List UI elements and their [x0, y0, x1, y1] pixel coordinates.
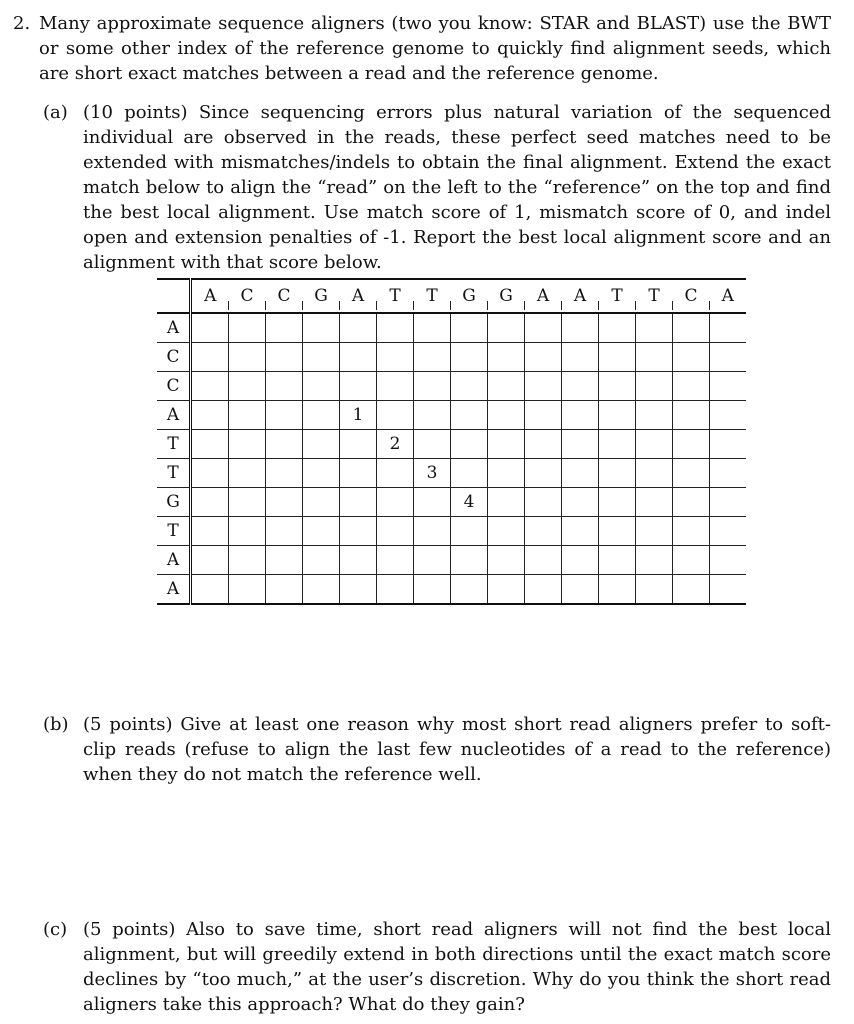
read-base: C [157, 372, 191, 401]
matrix-cell [266, 459, 303, 488]
reference-base: T [377, 279, 414, 313]
reference-base: A [340, 279, 377, 313]
matrix-cell: 3 [414, 459, 451, 488]
matrix-cell [340, 430, 377, 459]
matrix-cell [266, 546, 303, 575]
matrix-cell [673, 517, 710, 546]
matrix-cell [340, 459, 377, 488]
matrix-cell [488, 343, 525, 372]
matrix-cell [191, 459, 229, 488]
matrix-cell [377, 343, 414, 372]
read-base: C [157, 343, 191, 372]
matrix-row [157, 343, 746, 372]
matrix-cell [229, 430, 266, 459]
matrix-cell [710, 430, 747, 459]
matrix-cell [636, 517, 673, 546]
matrix-cell [303, 313, 340, 343]
matrix-row [157, 488, 746, 517]
matrix-cell [451, 372, 488, 401]
matrix-row [157, 459, 746, 488]
reference-base: T [636, 279, 673, 313]
matrix-cell [636, 372, 673, 401]
matrix-cell [377, 546, 414, 575]
matrix-cell [229, 343, 266, 372]
matrix-row [157, 430, 746, 459]
matrix-cell [191, 401, 229, 430]
question-2 [13, 11, 831, 86]
matrix-cell [229, 313, 266, 343]
matrix-cell [488, 546, 525, 575]
matrix-cell [414, 372, 451, 401]
part-c-text: (5 points) Also to save time, short read aligners will not find the best local alignment, but will greedily extend in both directions until the exact match score declines by “too much,” at the user’s discretion. Why do you think the short read aligners take this approach? What do they gain? [83, 919, 831, 1015]
matrix-cell [229, 546, 266, 575]
matrix-cell [562, 546, 599, 575]
matrix-cell [414, 517, 451, 546]
part-a-label: (a) [43, 102, 68, 123]
matrix-cell [562, 488, 599, 517]
matrix-cell: 1 [340, 401, 377, 430]
matrix-cell [191, 430, 229, 459]
matrix-cell [710, 488, 747, 517]
matrix-cell [710, 372, 747, 401]
matrix-cell [266, 488, 303, 517]
matrix-cell [636, 488, 673, 517]
matrix-cell [414, 546, 451, 575]
matrix-cell [562, 459, 599, 488]
matrix-row [157, 372, 746, 401]
matrix-cell [488, 313, 525, 343]
matrix-cell [191, 488, 229, 517]
matrix-cell [340, 343, 377, 372]
part-a [43, 100, 831, 275]
matrix-cell [525, 401, 562, 430]
matrix-corner [157, 279, 191, 313]
matrix-cell [562, 313, 599, 343]
read-base: G [157, 488, 191, 517]
part-b-label: (b) [43, 714, 69, 735]
part-a-text: (10 points) Since sequencing errors plus natural variation of the sequenced individual are observed in the reads, these perfect seed matches need to be extended with mismatches/indels to obtain the final alignment. Extend the exact match below to align the “read” on the left to the “reference” on the top and find the best local alignment. Use match score of 1, mismatch score of 0, and indel open and extension penalties of -1. Report the best local alignment score and an alignment with that score below. [83, 102, 831, 273]
matrix-cell [414, 401, 451, 430]
reference-base: G [488, 279, 525, 313]
reference-base: T [414, 279, 451, 313]
read-base: T [157, 430, 191, 459]
matrix-row [157, 575, 746, 605]
matrix-cell [673, 546, 710, 575]
reference-base: G [451, 279, 488, 313]
matrix-cell [673, 575, 710, 605]
matrix-cell [451, 575, 488, 605]
matrix-cell [303, 343, 340, 372]
matrix-cell [636, 575, 673, 605]
matrix-cell [191, 372, 229, 401]
matrix-cell [525, 372, 562, 401]
matrix-cell [562, 401, 599, 430]
matrix-cell [451, 517, 488, 546]
matrix-cell [451, 313, 488, 343]
read-base: A [157, 575, 191, 605]
reference-base: A [191, 279, 229, 313]
matrix-cell [525, 546, 562, 575]
matrix-cell [451, 401, 488, 430]
matrix-cell [191, 517, 229, 546]
matrix-cell [340, 372, 377, 401]
matrix-cell [488, 401, 525, 430]
read-base: A [157, 546, 191, 575]
matrix-cell [340, 488, 377, 517]
matrix-cell [340, 313, 377, 343]
matrix-cell [340, 546, 377, 575]
matrix-cell [303, 430, 340, 459]
matrix-row [157, 546, 746, 575]
matrix-cell [710, 459, 747, 488]
matrix-cell [710, 401, 747, 430]
matrix-row [157, 517, 746, 546]
matrix-cell [377, 488, 414, 517]
reference-header-row [157, 279, 746, 313]
matrix-cell [599, 430, 636, 459]
matrix-cell [303, 546, 340, 575]
matrix-cell [673, 459, 710, 488]
matrix-cell [229, 459, 266, 488]
matrix-cell [636, 459, 673, 488]
matrix-cell [673, 372, 710, 401]
matrix-cell [377, 459, 414, 488]
part-c [43, 917, 831, 1017]
matrix-cell [266, 372, 303, 401]
matrix-cell [229, 401, 266, 430]
read-base: T [157, 459, 191, 488]
matrix-cell [377, 575, 414, 605]
matrix-cell [636, 430, 673, 459]
matrix-cell [266, 313, 303, 343]
matrix-cell [599, 517, 636, 546]
reference-base: A [710, 279, 747, 313]
matrix-cell [266, 430, 303, 459]
reference-base: G [303, 279, 340, 313]
matrix-cell [599, 575, 636, 605]
question-text: Many approximate sequence aligners (two you know: STAR and BLAST) use the BWT or some other index of the reference genome to quickly find alignment seeds, which are short exact matches between a read and the reference genome. [39, 13, 831, 84]
matrix-cell [599, 343, 636, 372]
matrix-cell [562, 430, 599, 459]
reference-base: C [266, 279, 303, 313]
matrix-cell [599, 401, 636, 430]
reference-base: A [525, 279, 562, 313]
reference-base: C [673, 279, 710, 313]
matrix-cell [636, 343, 673, 372]
matrix-cell [562, 575, 599, 605]
matrix-cell [340, 575, 377, 605]
matrix-cell [377, 401, 414, 430]
matrix-cell [229, 517, 266, 546]
matrix-cell [266, 343, 303, 372]
matrix-cell [488, 430, 525, 459]
matrix-cell [451, 459, 488, 488]
matrix-cell [562, 343, 599, 372]
matrix-cell [710, 313, 747, 343]
matrix-cell [599, 313, 636, 343]
matrix-cell: 2 [377, 430, 414, 459]
matrix-cell [673, 343, 710, 372]
matrix-cell [562, 517, 599, 546]
matrix-row [157, 313, 746, 343]
read-base: T [157, 517, 191, 546]
matrix-cell [191, 343, 229, 372]
matrix-cell [303, 575, 340, 605]
matrix-cell [710, 546, 747, 575]
matrix-cell [414, 343, 451, 372]
matrix-cell [451, 430, 488, 459]
question-number: 2. [13, 13, 31, 34]
matrix-cell [599, 372, 636, 401]
matrix-cell [266, 401, 303, 430]
matrix-cell [525, 313, 562, 343]
matrix-cell [525, 459, 562, 488]
matrix-cell: 4 [451, 488, 488, 517]
matrix-cell [525, 517, 562, 546]
matrix-cell [710, 343, 747, 372]
matrix-cell [377, 372, 414, 401]
matrix-cell [710, 575, 747, 605]
reference-base: A [562, 279, 599, 313]
matrix-cell [673, 401, 710, 430]
matrix-cell [488, 459, 525, 488]
matrix-cell [673, 313, 710, 343]
matrix-cell [191, 575, 229, 605]
matrix-cell [525, 343, 562, 372]
read-base: A [157, 313, 191, 343]
matrix-cell [673, 430, 710, 459]
read-base: A [157, 401, 191, 430]
matrix-cell [525, 430, 562, 459]
matrix-cell [377, 313, 414, 343]
matrix-cell [636, 313, 673, 343]
matrix-cell [451, 343, 488, 372]
matrix-cell [414, 313, 451, 343]
matrix-cell [414, 430, 451, 459]
reference-base: T [599, 279, 636, 313]
matrix-cell [710, 517, 747, 546]
matrix-cell [414, 575, 451, 605]
matrix-cell [340, 517, 377, 546]
matrix-cell [229, 575, 266, 605]
matrix-cell [266, 517, 303, 546]
matrix-cell [229, 488, 266, 517]
reference-base: C [229, 279, 266, 313]
matrix-cell [599, 459, 636, 488]
matrix-cell [303, 372, 340, 401]
matrix-cell [303, 401, 340, 430]
matrix-cell [673, 488, 710, 517]
matrix-row [157, 401, 746, 430]
part-b [43, 712, 831, 787]
matrix-cell [488, 488, 525, 517]
matrix-cell [488, 372, 525, 401]
matrix-cell [636, 401, 673, 430]
matrix-cell [525, 575, 562, 605]
alignment-matrix [157, 278, 746, 605]
matrix-cell [599, 488, 636, 517]
matrix-cell [191, 313, 229, 343]
matrix-cell [266, 575, 303, 605]
matrix-cell [636, 546, 673, 575]
matrix-cell [525, 488, 562, 517]
matrix-cell [451, 546, 488, 575]
matrix-cell [488, 575, 525, 605]
matrix-cell [414, 488, 451, 517]
matrix-cell [377, 517, 414, 546]
matrix-cell [303, 517, 340, 546]
matrix-cell [599, 546, 636, 575]
matrix-cell [303, 459, 340, 488]
matrix-cell [191, 546, 229, 575]
matrix-cell [303, 488, 340, 517]
part-c-label: (c) [43, 919, 68, 940]
matrix-cell [488, 517, 525, 546]
matrix-cell [229, 372, 266, 401]
matrix-cell [562, 372, 599, 401]
part-b-text: (5 points) Give at least one reason why most short read aligners prefer to soft-clip reads (refuse to align the last few nucleotides of a read to the reference) when they do not match the reference well. [83, 714, 831, 785]
